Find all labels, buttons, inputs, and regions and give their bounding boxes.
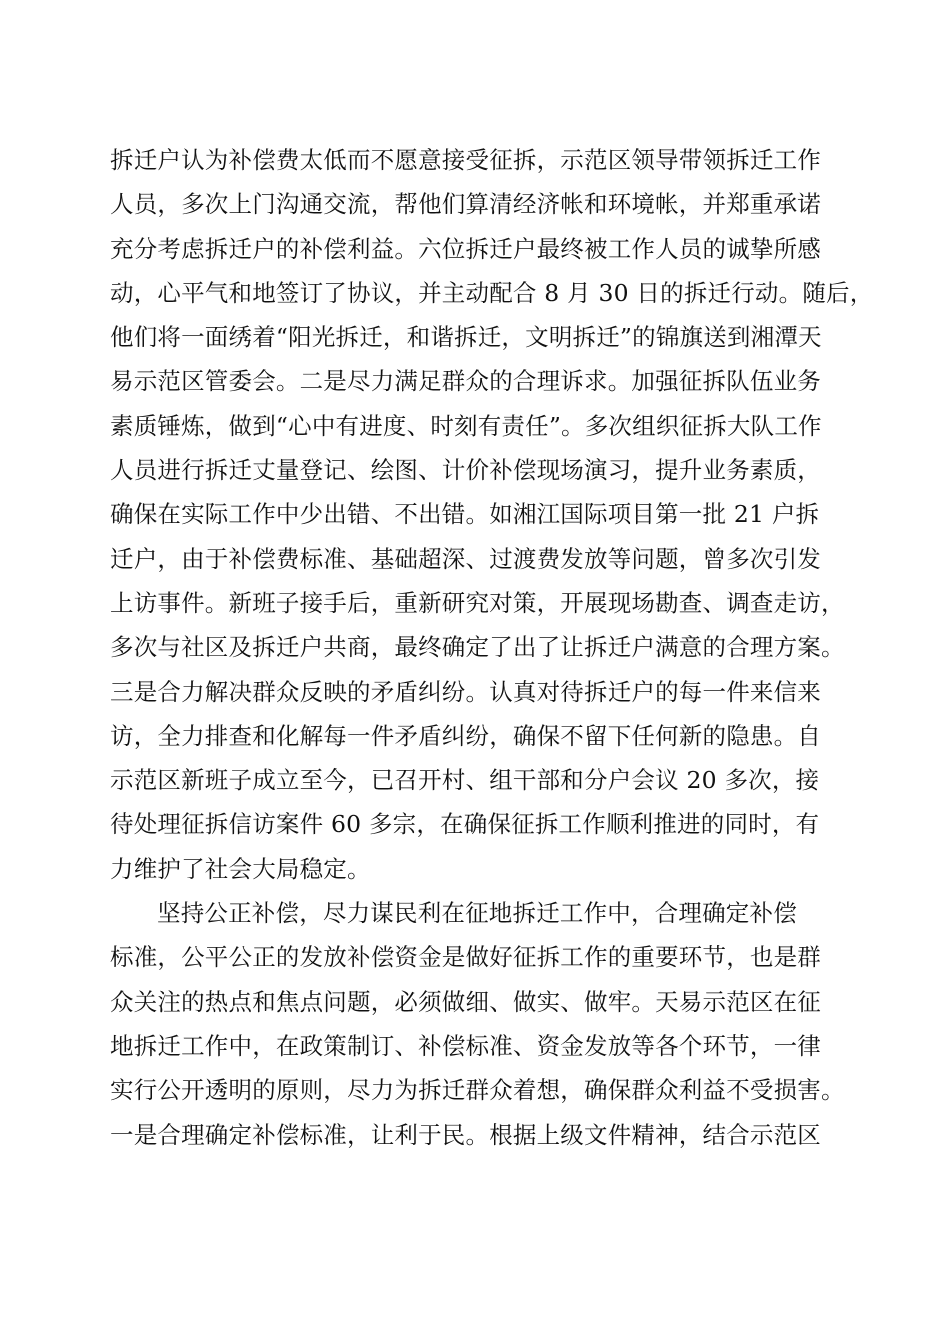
text-line: 标准，公平公正的发放补偿资金是做好征拆工作的重要环节，也是群 [110,943,821,972]
text-line: 易示范区管委会。二是尽力满足群众的合理诉求。加强征拆队伍业务 [110,367,821,396]
text-line: 实行公开透明的原则，尽力为拆迁群众着想，确保群众利益不受损害。 [110,1076,845,1105]
text-line: 众关注的热点和焦点问题，必须做细、做实、做牢。天易示范区在征 [110,987,821,1016]
text-line: 访，全力排查和化解每一件矛盾纠纷，确保不留下任何新的隐患。自 [110,721,821,750]
text-line: 他们将一面绣着“阳光拆迁，和谐拆迁，文明拆迁”的锦旗送到湘潭天 [110,323,822,352]
text-line: 人员，多次上门沟通交流，帮他们算清经济帐和环境帐，并郑重承诺 [110,190,821,219]
text-line: 上访事件。新班子接手后，重新研究对策，开展现场勘查、调查走访， [110,588,845,617]
text-line: 多次与社区及拆迁户共商，最终确定了出了让拆迁户满意的合理方案。 [110,633,845,662]
text-line: 一是合理确定补偿标准，让利于民。根据上级文件精神，结合示范区 [110,1120,821,1149]
text-line: 待处理征拆信访案件 60 多宗，在确保征拆工作顺利推进的同时，有 [110,810,820,839]
text-line: 拆迁户认为补偿费太低而不愿意接受征拆，示范区领导带领拆迁工作 [110,146,821,174]
text-line: 动，心平气和地签订了协议，并主动配合 8 月 30 日的拆迁行动。随后， [110,278,874,307]
paragraph-first-line: 坚持公正补偿，尽力谋民利在征地拆迁工作中，合理确定补偿 [157,899,797,928]
text-line: 示范区新班子成立至今，已召开村、组干部和分户会议 20 多次，接 [110,766,820,795]
text-line: 迁户，由于补偿费标准、基础超深、过渡费发放等问题，曾多次引发 [110,544,821,573]
text-line: 确保在实际工作中少出错、不出错。如湘江国际项目第一批 21 户拆 [110,500,820,529]
text-line: 力维护了社会大局稳定。 [110,854,371,883]
text-line: 人员进行拆迁丈量登记、绘图、计价补偿现场演习，提升业务素质， [110,456,821,485]
text-line: 素质锤炼，做到“心中有进度、时刻有责任”。多次组织征拆大队工作 [110,411,822,440]
body-text [110,138,880,1157]
text-line: 地拆迁工作中，在政策制订、补偿标准、资金发放等各个环节，一律 [110,1031,821,1060]
text-line: 三是合力解决群众反映的矛盾纠纷。认真对待拆迁户的每一件来信来 [110,677,821,706]
text-line: 充分考虑拆迁户的补偿利益。六位拆迁户最终被工作人员的诚挚所感 [110,234,821,263]
